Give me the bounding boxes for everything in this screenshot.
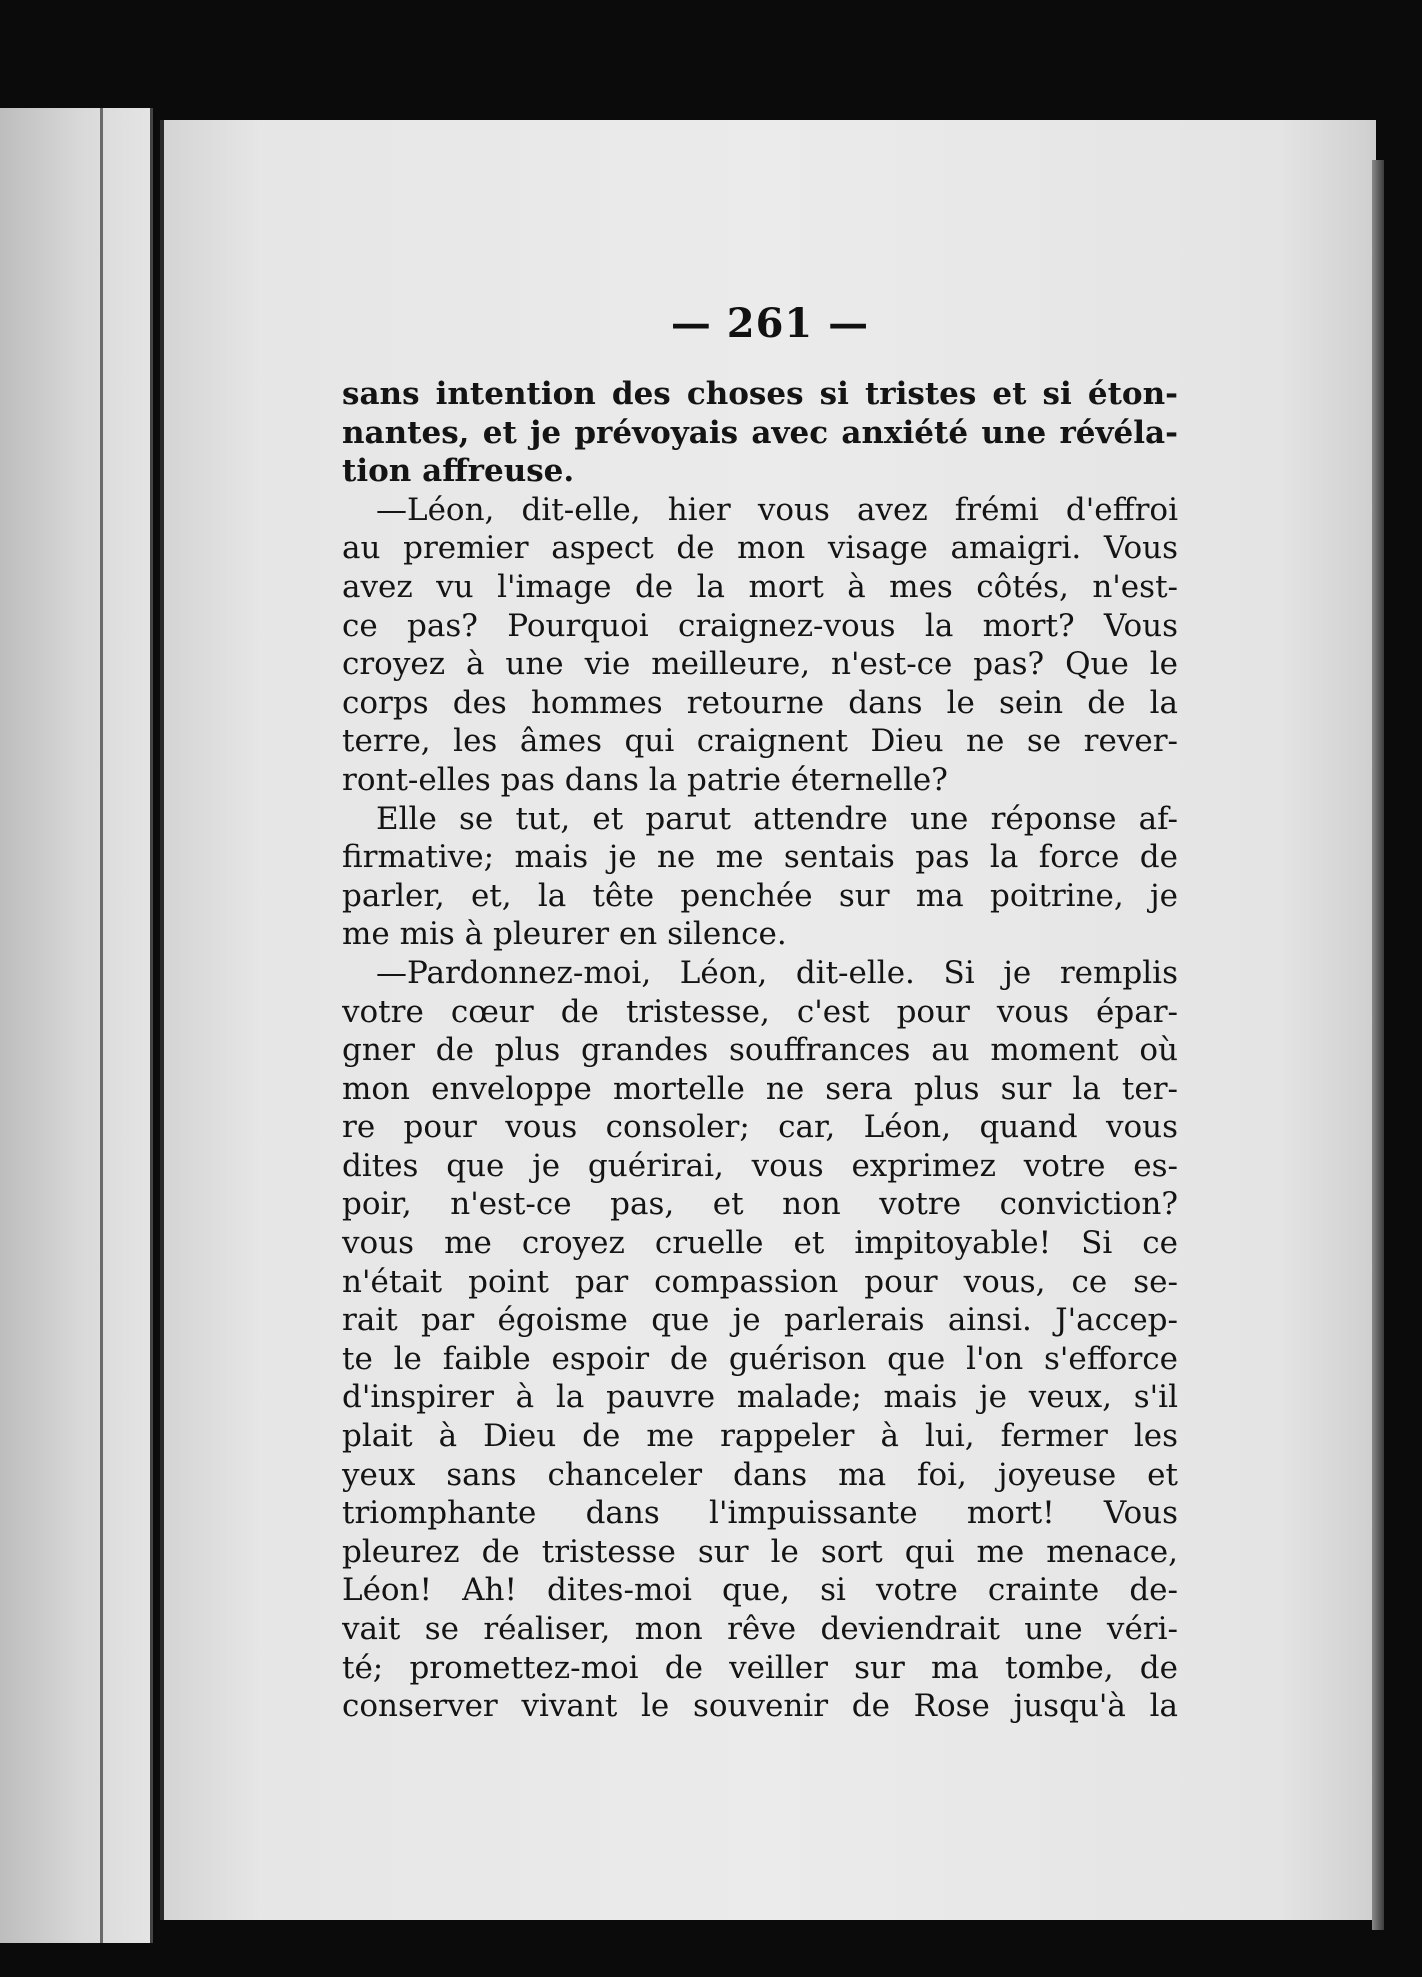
text-line: ront-elles pas dans la patrie éternelle? [342,761,948,798]
text-line: Elle se tut, et parut attendre une réponse af- [376,800,1178,837]
text-line: mon enveloppe mortelle ne sera plus sur la ter- [342,1070,1178,1107]
page-number: — 261 — [670,300,870,347]
text-line: yeux sans chanceler dans ma foi, joyeuse et [342,1456,1178,1493]
text-line: pleurez de tristesse sur le sort qui me menace, [342,1533,1178,1570]
text-line: plait à Dieu de me rappeler à lui, fermer les [342,1418,1178,1455]
text-line: vous me croyez cruelle et impitoyable! Si ce [342,1225,1178,1262]
text-line: tion affreuse. [342,453,575,490]
left-page-fragment [0,108,153,1943]
text-line: croyez à une vie meilleure, n'est-ce pas? Que le [342,646,1178,683]
text-line: conserver vivant le souvenir de Rose jusqu'à la [342,1688,1178,1725]
text-line: dites que je guérirai, vous exprimez votre es- [342,1147,1178,1184]
text-line: avez vu l'image de la mort à mes côtés, n'est- [342,568,1178,605]
page-edge-shadow [1372,160,1384,1930]
text-line: corps des hommes retourne dans le sein de la [342,684,1178,721]
text-line: me mis à pleurer en silence. [342,916,787,953]
book-page [160,120,1376,1920]
text-line: au premier aspect de mon visage amaigri. Vous [342,530,1178,567]
left-page-gutter [100,108,103,1943]
text-line: poir, n'est-ce pas, et non votre conviction? [342,1186,1178,1223]
text-line: terre, les âmes qui craignent Dieu ne se rever- [342,723,1178,760]
text-line: nantes, et je prévoyais avec anxiété une révéla- [342,414,1178,451]
page-text [342,375,1178,1726]
text-line: n'était point par compassion pour vous, ce se- [342,1263,1178,1300]
text-line: ce pas? Pourquoi craignez-vous la mort? Vous [342,607,1178,644]
text-line: d'inspirer à la pauvre malade; mais je veux, s'il [342,1379,1178,1416]
text-line: vait se réaliser, mon rêve deviendrait une véri- [342,1611,1178,1647]
text-line: gner de plus grandes souffrances au moment où [342,1032,1178,1069]
text-line: parler, et, la tête penchée sur ma poitrine, je [342,877,1178,914]
text-line: sans intention des choses si tristes et si éton- [342,376,1178,412]
text-line: —Léon, dit-elle, hier vous avez frémi d'effroi [376,491,1178,528]
text-line: re pour vous consoler; car, Léon, quand vous [342,1109,1178,1146]
text-line: triomphante dans l'impuissante mort! Vous [342,1495,1178,1532]
text-line: rait par égoisme que je parlerais ainsi. J'accep- [342,1302,1178,1339]
text-line: té; promettez-moi de veiller sur ma tombe, de [342,1649,1178,1686]
text-line: te le faible espoir de guérison que l'on s'efforce [342,1340,1178,1377]
text-line: Léon! Ah! dites-moi que, si votre crainte de- [342,1572,1178,1609]
text-line: —Pardonnez-moi, Léon, dit-elle. Si je remplis [376,954,1178,991]
text-line: firmative; mais je ne me sentais pas la force de [342,839,1178,876]
text-line: votre cœur de tristesse, c'est pour vous épar- [342,993,1178,1030]
